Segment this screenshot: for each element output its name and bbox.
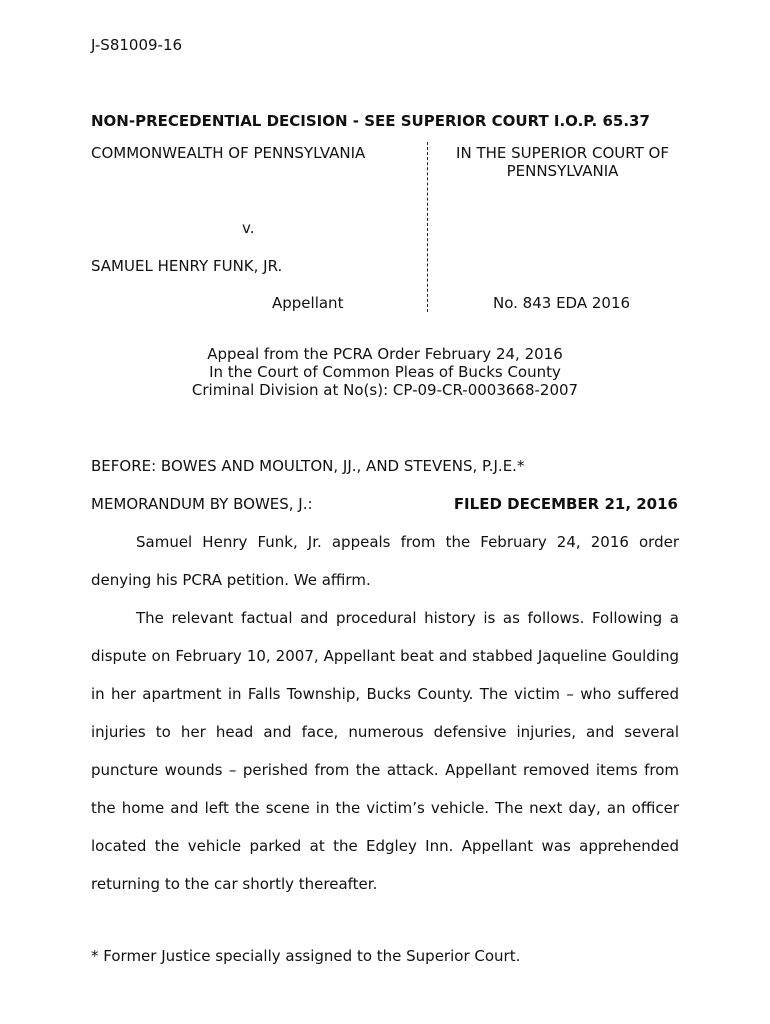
caption-plaintiff: COMMONWEALTH OF PENNSYLVANIA [91, 144, 366, 162]
caption-court-line2: PENNSYLVANIA [506, 162, 619, 180]
footnote: * Former Justice specially assigned to the Superior Court. [91, 947, 521, 965]
caption-divider [427, 142, 428, 312]
appeal-line3: Criminal Division at No(s): CP-09-CR-0003668-2007 [191, 381, 579, 399]
panel-before: BEFORE: BOWES AND MOULTON, JJ., AND STEVENS, P.J.E.* [91, 457, 525, 475]
caption-court-line1: IN THE SUPERIOR COURT OF [456, 144, 669, 162]
memorandum-author: MEMORANDUM BY BOWES, J.: [91, 495, 313, 513]
filed-date: FILED DECEMBER 21, 2016 [453, 495, 678, 513]
body-text [91, 523, 679, 903]
caption-versus: v. [242, 219, 255, 237]
appeal-line1: Appeal from the PCRA Order February 24, 2016 [207, 345, 563, 363]
paragraph-1-line1: Samuel Henry Funk, Jr. appeals from the February 24, 2016 order [136, 533, 679, 551]
paragraph-1-line2: denying his PCRA petition. We affirm. [91, 571, 371, 589]
paragraph-2: The relevant factual and procedural history is as follows. Following a dispute on February 10, 2007, Appellant beat and stabbed Jaqueline Goulding in her apartment in Falls Township, Bucks County. The victim – who suffered injuries to her head and face, numerous defensive injuries, and several puncture wounds – perished from the attack. Appellant removed items from the home and left the scene in the victim’s vehicle. The next day, an officer located the vehicle parked at the Edgley Inn. Appellant was apprehended returning to the car shortly thereafter. [91, 609, 679, 893]
decision-heading: NON-PRECEDENTIAL DECISION - SEE SUPERIOR COURT I.O.P. 65.37 [91, 112, 650, 130]
caption-defendant: SAMUEL HENRY FUNK, JR. [91, 257, 283, 275]
appeal-line2: In the Court of Common Pleas of Bucks County [209, 363, 561, 381]
caption-docket: No. 843 EDA 2016 [493, 294, 631, 312]
document-id: J-S81009-16 [91, 36, 183, 54]
caption-role: Appellant [272, 294, 344, 312]
